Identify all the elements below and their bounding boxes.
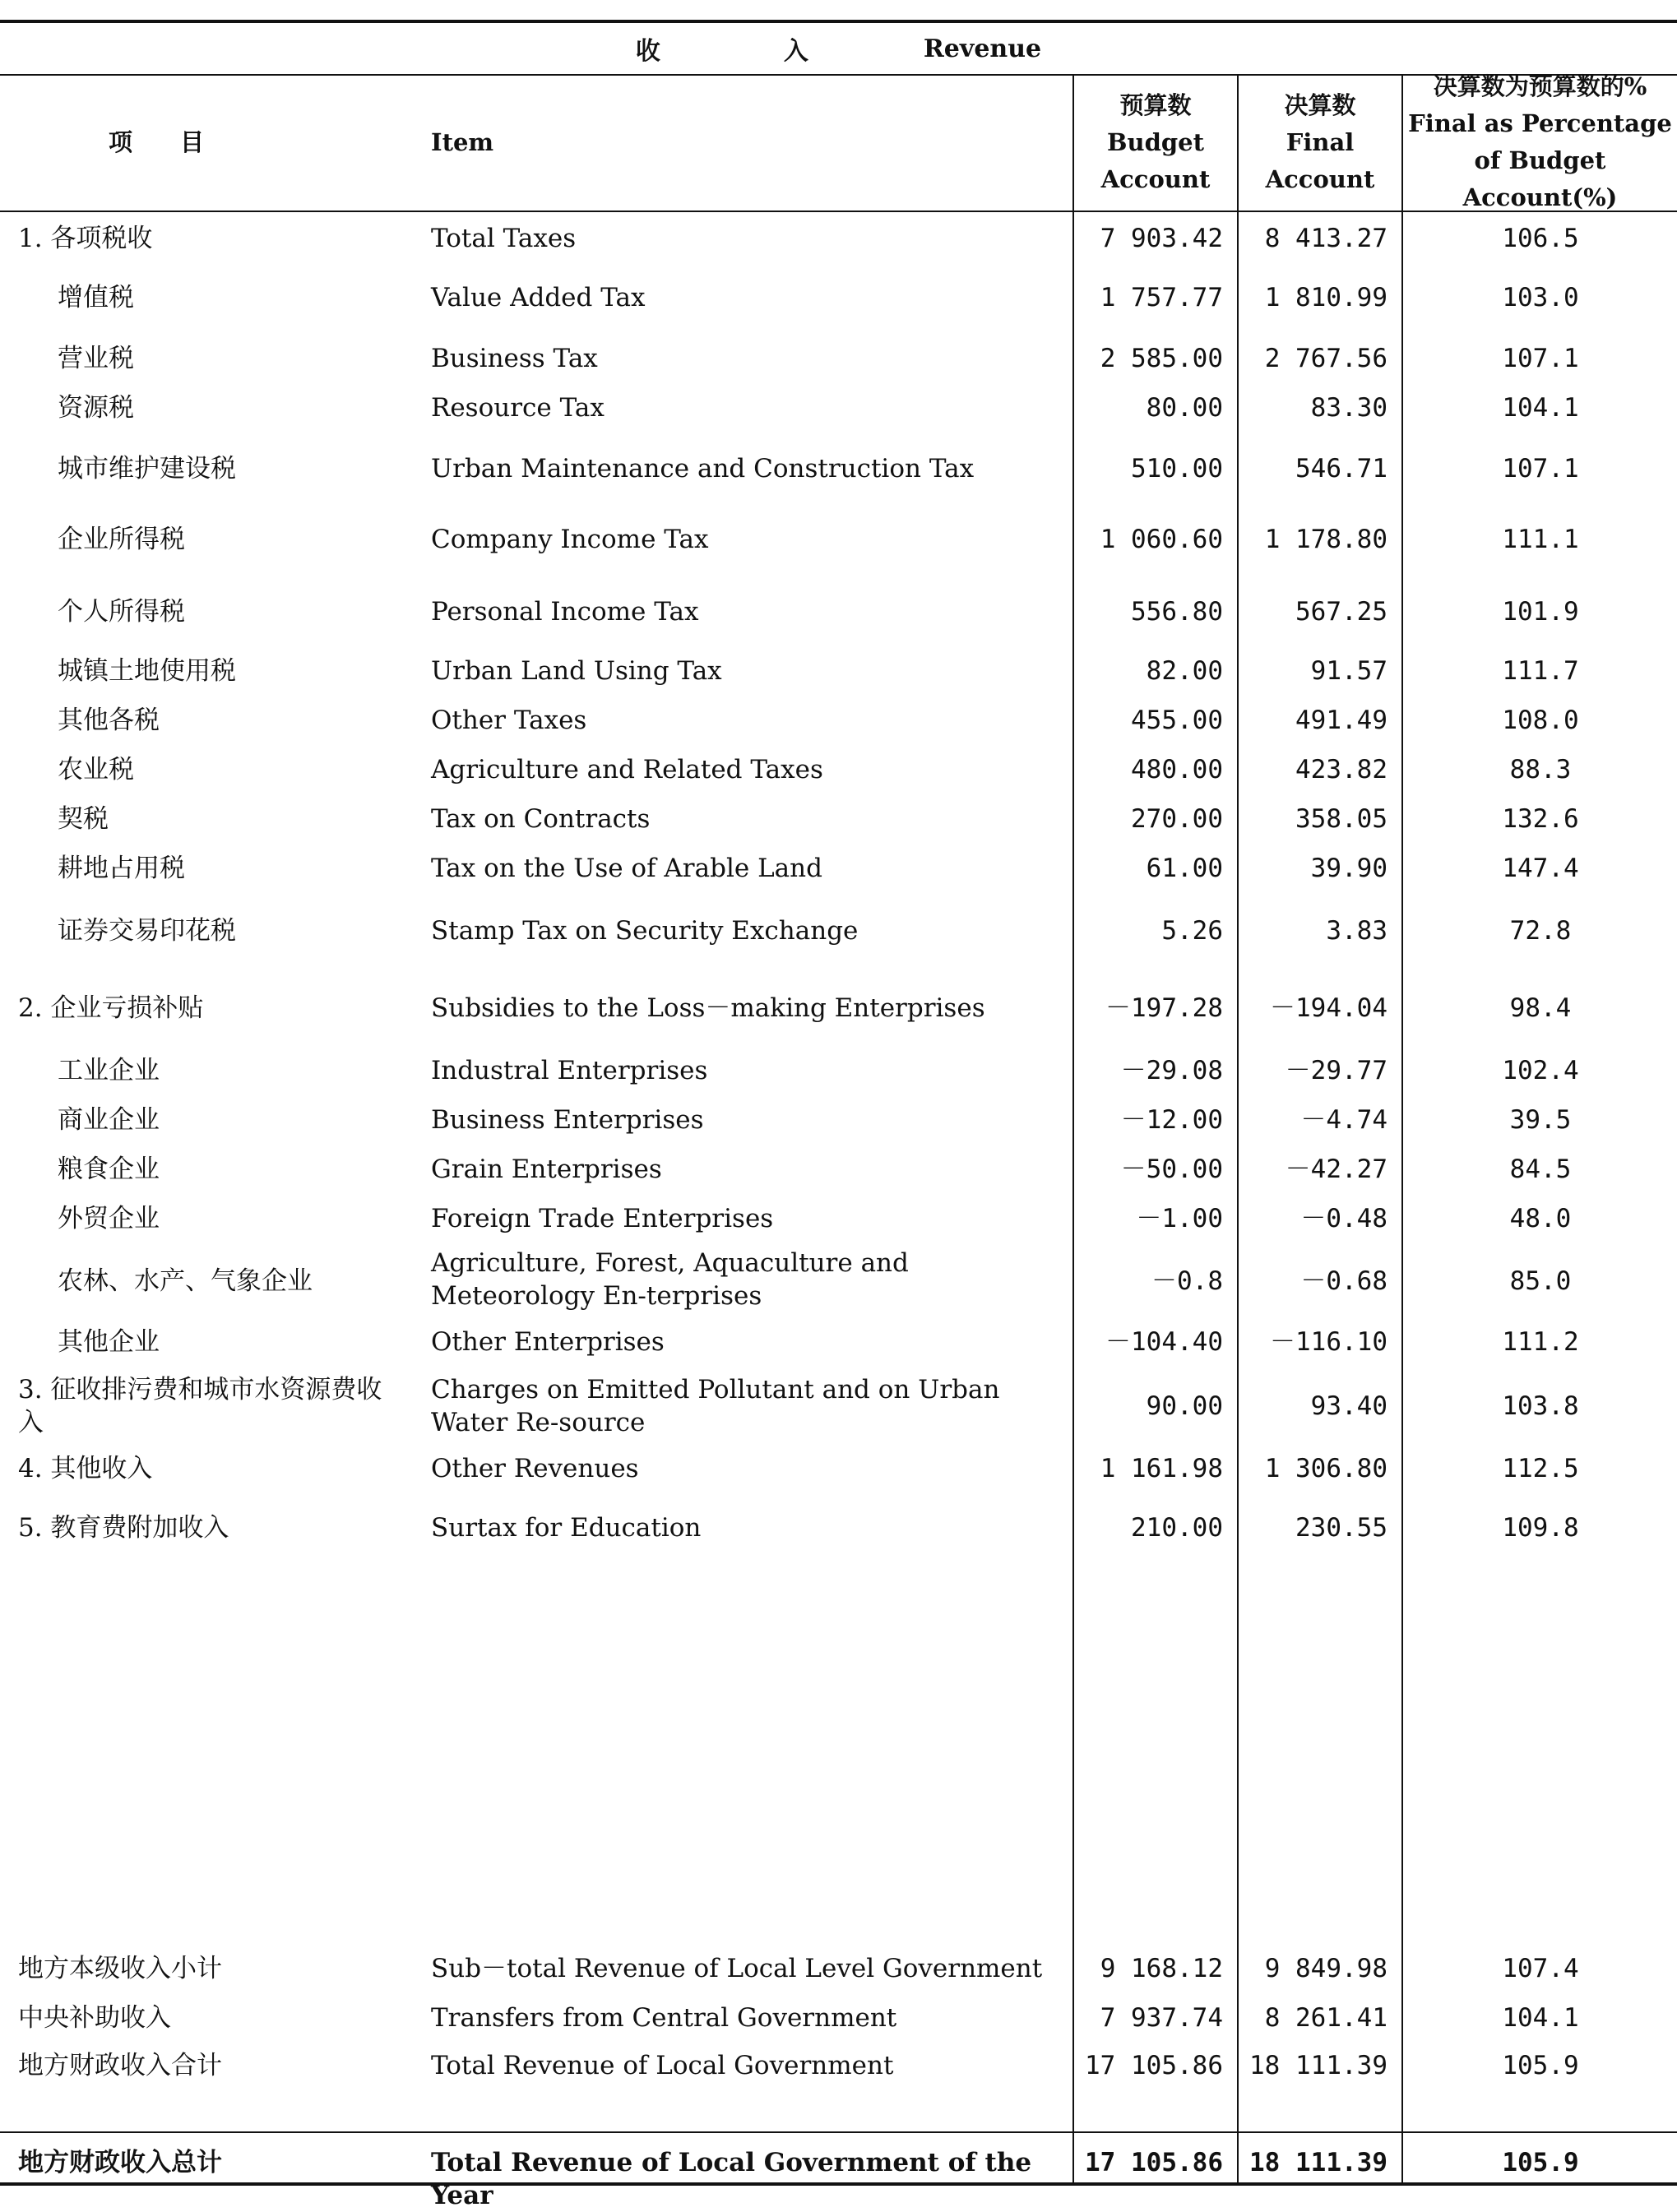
row-label-cn: 证券交易印花税	[58, 916, 236, 946]
row-budget: 80.00	[1146, 393, 1223, 423]
row-label-en: Business Enterprises	[431, 1105, 704, 1135]
row-budget: 270.00	[1131, 804, 1223, 834]
total-rule	[0, 2131, 1677, 2133]
row-budget: －197.28	[1105, 993, 1223, 1023]
row-percent: 132.6	[1502, 804, 1579, 834]
row-budget: －1.00	[1136, 1204, 1223, 1233]
row-final: 3.83	[1326, 916, 1387, 946]
row-budget: 82.00	[1146, 656, 1223, 686]
header-final-line2: Final	[1286, 127, 1355, 156]
row-label-cn: 其他企业	[58, 1327, 160, 1357]
row-final: 358.05	[1295, 804, 1387, 834]
row-final: 91.57	[1310, 656, 1387, 686]
row-label-cn: 企业所得税	[58, 525, 185, 554]
row-percent: 102.4	[1502, 1056, 1579, 1085]
row-budget: 17 105.86	[1085, 2051, 1223, 2080]
row-final: －29.77	[1285, 1056, 1387, 1085]
row-budget: －29.08	[1120, 1056, 1223, 1085]
row-label-cn: 1. 各项税收	[18, 224, 153, 253]
row-label-cn: 其他各税	[58, 706, 160, 735]
row-label-en: Sub－total Revenue of Local Level Government	[431, 1954, 1043, 1983]
row-budget: －50.00	[1120, 1155, 1223, 1184]
header-final-line3: Account	[1265, 164, 1375, 193]
row-percent: 109.8	[1502, 1513, 1579, 1543]
row-budget: 1 757.77	[1100, 283, 1223, 312]
row-label-en: Grain Enterprises	[431, 1155, 662, 1184]
row-label-cn: 商业企业	[58, 1105, 160, 1135]
row-label-cn: 工业企业	[58, 1056, 160, 1085]
header-percent-line1: 决算数为预算数的%	[1433, 72, 1647, 100]
row-label-cn: 4. 其他收入	[18, 1454, 153, 1483]
row-final: 491.49	[1295, 706, 1387, 735]
row-percent: 106.5	[1502, 224, 1579, 253]
row-label-cn: 外贸企业	[58, 1204, 160, 1233]
row-label-en: Foreign Trade Enterprises	[431, 1204, 774, 1233]
row-percent: 101.9	[1502, 597, 1579, 627]
row-percent: 98.4	[1509, 993, 1572, 1023]
row-label-en: Urban Maintenance and Construction Tax	[431, 454, 975, 484]
row-label-cn: 5. 教育费附加收入	[18, 1513, 229, 1543]
table-banner	[0, 23, 1677, 74]
row-final: 18 111.39	[1249, 2051, 1387, 2080]
row-percent: 103.0	[1502, 283, 1579, 312]
row-label-cn: 3. 征收排污费和城市水资源费收入	[18, 1375, 382, 1437]
row-label-cn: 中央补助收入	[18, 2003, 171, 2033]
row-label-en: Business Tax	[431, 344, 598, 373]
header-percent	[1403, 72, 1677, 211]
header-percent-line2: Final as Percentage	[1408, 109, 1672, 137]
row-percent: 103.8	[1502, 1391, 1579, 1421]
row-label-cn: 2. 企业亏损补贴	[18, 993, 204, 1023]
row-final: 1 306.80	[1264, 1454, 1387, 1483]
header-percent-line3: of Budget Account(%)	[1462, 146, 1618, 211]
header-item-cn	[0, 76, 313, 209]
row-label-en: Agriculture, Forest, Aquaculture and Meteorology En-terprises	[431, 1248, 909, 1311]
row-budget: 5.26	[1161, 916, 1223, 946]
row-budget: 2 585.00	[1100, 344, 1223, 373]
row-label-cn: 农业税	[58, 755, 134, 784]
row-label-en: Transfers from Central Government	[431, 2003, 897, 2033]
row-label-en: Agriculture and Related Taxes	[431, 755, 823, 784]
row-final: 18 111.39	[1249, 2148, 1387, 2177]
row-budget: 9 168.12	[1100, 1954, 1223, 1983]
row-percent: 147.4	[1502, 854, 1579, 883]
row-percent: 111.1	[1502, 525, 1579, 554]
row-percent: 111.7	[1502, 656, 1579, 686]
row-percent: 39.5	[1509, 1105, 1572, 1135]
row-percent: 104.1	[1502, 2003, 1579, 2033]
row-final: 2 767.56	[1264, 344, 1387, 373]
row-budget: 17 105.86	[1085, 2148, 1223, 2177]
row-budget: 210.00	[1131, 1513, 1223, 1543]
row-label-cn: 城市维护建设税	[58, 454, 236, 484]
row-label-cn: 地方财政收入总计	[18, 2148, 222, 2177]
header-budget-line1: 预算数	[1119, 90, 1192, 119]
row-budget: 7 937.74	[1100, 2003, 1223, 2033]
row-label-cn: 城镇土地使用税	[58, 656, 236, 686]
header-budget-line2: Budget	[1107, 127, 1204, 156]
header-item-en-label: Item	[431, 127, 494, 156]
row-final: －194.04	[1270, 993, 1387, 1023]
row-label-en: Urban Land Using Tax	[431, 656, 722, 686]
row-percent: 108.0	[1502, 706, 1579, 735]
row-label-en: Other Taxes	[431, 706, 587, 735]
row-budget: 1 161.98	[1100, 1454, 1223, 1483]
row-final: 230.55	[1295, 1513, 1387, 1543]
row-label-cn: 增值税	[58, 283, 134, 312]
row-budget: －0.8	[1151, 1266, 1223, 1296]
row-label-en: Resource Tax	[431, 393, 605, 423]
row-budget: 480.00	[1131, 755, 1223, 784]
row-label-en: Other Enterprises	[431, 1327, 665, 1357]
row-final: 567.25	[1295, 597, 1387, 627]
row-label-cn: 农林、水产、气象企业	[58, 1266, 313, 1296]
row-final: 93.40	[1310, 1391, 1387, 1421]
row-label-en: Value Added Tax	[431, 283, 646, 312]
row-label-en: Other Revenues	[431, 1454, 639, 1483]
row-final: 8 261.41	[1264, 2003, 1387, 2033]
row-final: 8 413.27	[1264, 224, 1387, 253]
row-final: 423.82	[1295, 755, 1387, 784]
row-budget: 455.00	[1131, 706, 1223, 735]
row-percent: 48.0	[1509, 1204, 1572, 1233]
row-percent: 85.0	[1509, 1266, 1572, 1296]
row-label-en: Surtax for Education	[431, 1513, 702, 1543]
header-final-line1: 决算数	[1284, 90, 1356, 119]
row-label-cn: 耕地占用税	[58, 854, 185, 883]
header-item-cn-label: 项 目	[108, 127, 204, 156]
row-budget: 1 060.60	[1100, 525, 1223, 554]
row-label-en: Charges on Emitted Pollutant and on Urban Water Re-source	[431, 1375, 1000, 1437]
banner-en: Revenue	[923, 34, 1042, 63]
banner-cn: 收入	[635, 37, 932, 66]
row-percent: 107.1	[1502, 344, 1579, 373]
row-final: 1 810.99	[1264, 283, 1387, 312]
row-budget: 61.00	[1146, 854, 1223, 883]
row-label-en: Total Revenue of Local Government	[431, 2051, 894, 2080]
col-divider-budget	[1072, 76, 1074, 2182]
row-percent: 105.9	[1502, 2148, 1579, 2177]
row-label-en: Industral Enterprises	[431, 1056, 708, 1085]
row-budget: 510.00	[1131, 454, 1223, 484]
row-label-cn: 地方本级收入小计	[18, 1954, 222, 1983]
row-label-cn: 契税	[58, 804, 109, 834]
header-item-en	[431, 76, 842, 209]
row-percent: 112.5	[1502, 1454, 1579, 1483]
row-budget: －12.00	[1120, 1105, 1223, 1135]
row-percent: 105.9	[1502, 2051, 1579, 2080]
row-final: －0.48	[1300, 1204, 1387, 1233]
row-percent: 107.1	[1502, 454, 1579, 484]
row-final: 83.30	[1310, 393, 1387, 423]
header-budget	[1074, 76, 1237, 209]
row-label-en: Subsidies to the Loss－making Enterprises	[431, 993, 985, 1023]
row-label-cn: 粮食企业	[58, 1155, 160, 1184]
row-label-en: Total Revenue of Local Government of the Year	[431, 2148, 1032, 2210]
row-label-en: Tax on the Use of Arable Land	[431, 854, 822, 883]
row-label-en: Company Income Tax	[431, 525, 709, 554]
row-percent: 84.5	[1509, 1155, 1572, 1184]
row-percent: 104.1	[1502, 393, 1579, 423]
row-final: 9 849.98	[1264, 1954, 1387, 1983]
row-final: －116.10	[1270, 1327, 1387, 1357]
header-budget-line3: Account	[1100, 164, 1211, 193]
row-percent: 72.8	[1509, 916, 1572, 946]
row-final: －4.74	[1300, 1105, 1387, 1135]
row-final: －0.68	[1300, 1266, 1387, 1296]
row-label-cn: 营业税	[58, 344, 134, 373]
row-budget: 90.00	[1146, 1391, 1223, 1421]
row-budget: 556.80	[1131, 597, 1223, 627]
row-label-cn: 地方财政收入合计	[18, 2051, 222, 2080]
row-final: 546.71	[1295, 454, 1387, 484]
row-final: 39.90	[1310, 854, 1387, 883]
row-percent: 107.4	[1502, 1954, 1579, 1983]
header-final	[1239, 76, 1401, 209]
row-percent: 111.2	[1502, 1327, 1579, 1357]
row-percent: 88.3	[1509, 755, 1572, 784]
row-final: －42.27	[1285, 1155, 1387, 1184]
row-label-cn: 资源税	[58, 393, 134, 423]
row-budget: 7 903.42	[1100, 224, 1223, 253]
col-divider-final	[1237, 76, 1239, 2182]
row-label-en: Total Taxes	[431, 224, 577, 253]
row-label-en: Stamp Tax on Security Exchange	[431, 916, 859, 946]
row-label-en: Personal Income Tax	[431, 597, 699, 627]
row-label-en: Tax on Contracts	[431, 804, 651, 834]
row-label-cn: 个人所得税	[58, 597, 185, 627]
row-final: 1 178.80	[1264, 525, 1387, 554]
col-divider-percent	[1401, 76, 1403, 2182]
row-budget: －104.40	[1105, 1327, 1223, 1357]
